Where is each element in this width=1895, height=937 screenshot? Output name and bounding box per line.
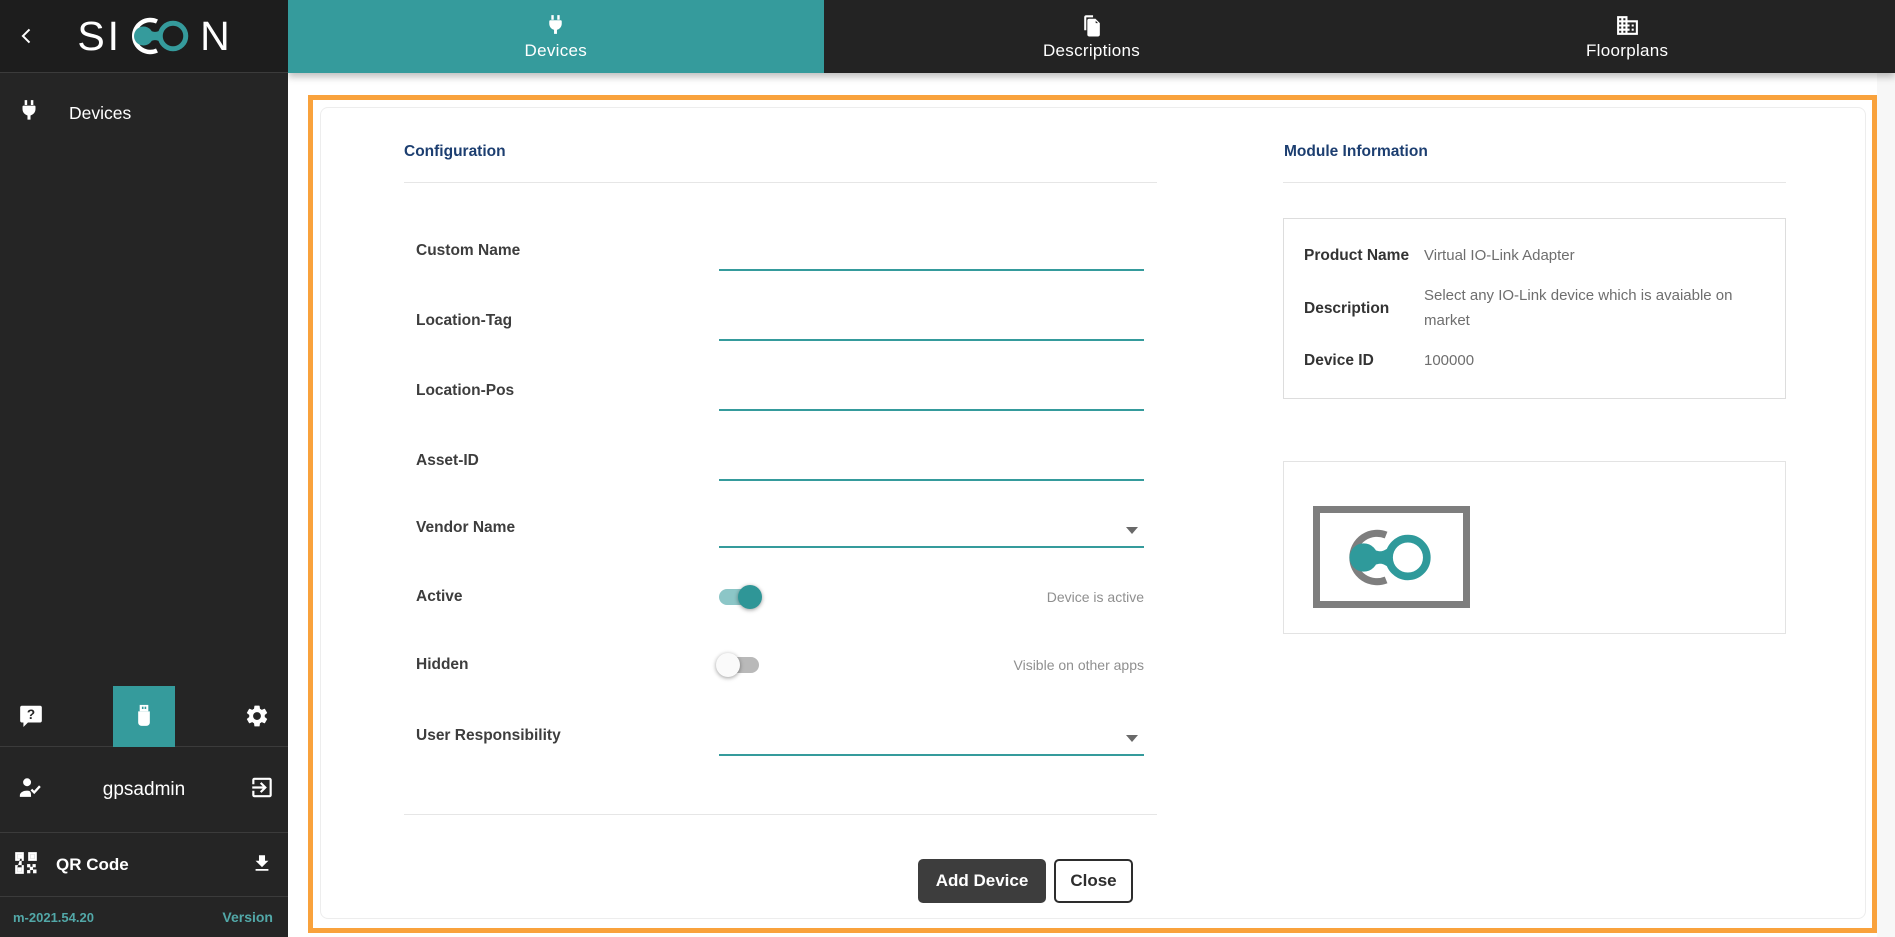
- vendor-name-value[interactable]: [719, 512, 1144, 548]
- toggle-status: Device is active: [1046, 589, 1144, 605]
- field-label: Location-Tag: [416, 312, 513, 329]
- logo-co-icon: [122, 13, 200, 59]
- plug-icon: [16, 98, 42, 129]
- tab-floorplans[interactable]: [1359, 0, 1895, 73]
- form-row-location-pos: [416, 371, 1144, 411]
- sidebar-version-row: [0, 897, 288, 937]
- user-responsibility-select[interactable]: [719, 716, 1144, 756]
- sidebar-item-label: Devices: [69, 102, 132, 123]
- version-value: m-2021.54.20: [13, 909, 94, 925]
- back-chevron-icon[interactable]: [4, 13, 50, 59]
- device-id-label: Device ID: [1304, 352, 1374, 369]
- divider: [404, 182, 1157, 183]
- location-tag-input[interactable]: [719, 305, 1144, 341]
- download-icon[interactable]: [251, 852, 273, 879]
- tab-label: Floorplans: [1585, 40, 1669, 60]
- logo-text-right: N: [200, 13, 233, 59]
- tab-descriptions[interactable]: [824, 0, 1360, 73]
- divider: [404, 814, 1157, 815]
- right-gutter: [1877, 73, 1895, 937]
- description-value: Select any IO-Link device which is avaiable on market: [1424, 287, 1733, 329]
- chevron-down-icon[interactable]: [1126, 527, 1138, 534]
- form-row-location-tag: [416, 301, 1144, 341]
- vendor-name-select[interactable]: [719, 508, 1144, 548]
- form-row-asset-id: [416, 441, 1144, 481]
- version-label: Version: [222, 909, 273, 925]
- sidebar: [0, 0, 288, 937]
- settings-button[interactable]: [226, 686, 288, 747]
- usb-stick-icon: [130, 702, 158, 730]
- sidebar-item-devices[interactable]: [0, 88, 288, 138]
- field-label: Custom Name: [416, 242, 521, 259]
- svg-text:?: ?: [26, 706, 36, 722]
- close-button[interactable]: Close: [1054, 859, 1133, 903]
- hidden-toggle[interactable]: [719, 657, 759, 673]
- plug-icon: [543, 13, 568, 38]
- tab-label: Devices: [524, 40, 588, 60]
- chevron-down-icon[interactable]: [1126, 735, 1138, 742]
- configuration-title: Configuration: [404, 143, 506, 160]
- sidebar-icon-row: [0, 686, 288, 747]
- logout-icon[interactable]: [249, 775, 275, 806]
- device-id-value: 100000: [1424, 352, 1475, 369]
- help-button[interactable]: [0, 686, 62, 747]
- gear-icon: [244, 703, 270, 729]
- active-toggle[interactable]: [719, 589, 759, 605]
- form-row-active: [416, 577, 1144, 617]
- module-image-box: [1283, 461, 1786, 634]
- field-label: Hidden: [416, 656, 469, 673]
- product-name-label: Product Name: [1304, 247, 1410, 264]
- field-label: Vendor Name: [416, 519, 516, 536]
- qr-code-label[interactable]: QR Code: [56, 855, 129, 874]
- form-row-vendor-name: [416, 508, 1144, 548]
- form-row-custom-name: [416, 231, 1144, 271]
- location-pos-input[interactable]: [719, 375, 1144, 411]
- field-label: User Responsibility: [416, 727, 561, 744]
- toggle-status: Visible on other apps: [1013, 657, 1144, 673]
- device-dialog-card: [320, 107, 1866, 919]
- tab-label: Descriptions: [1042, 40, 1141, 60]
- device-logo: [1313, 506, 1470, 608]
- document-copy-icon: [1079, 13, 1104, 38]
- form-row-hidden: [416, 645, 1144, 685]
- field-label: Asset-ID: [416, 452, 479, 469]
- qr-code-icon[interactable]: [13, 850, 39, 881]
- field-label: Active: [416, 588, 463, 605]
- sicon-logo: [50, 13, 288, 59]
- field-label: Location-Pos: [416, 382, 515, 399]
- logo-text-left: SI: [77, 13, 123, 59]
- user-responsibility-value[interactable]: [719, 720, 1144, 756]
- tab-devices[interactable]: [288, 0, 824, 73]
- building-icon: [1615, 13, 1640, 38]
- module-information-title: Module Information: [1284, 143, 1428, 160]
- usb-device-button[interactable]: [113, 686, 175, 747]
- sidebar-qr-row: [0, 834, 288, 897]
- sidebar-user-row: [0, 748, 288, 833]
- module-info-box: [1283, 218, 1786, 399]
- description-label: Description: [1304, 300, 1390, 317]
- co-logo-icon: [1333, 522, 1451, 593]
- help-icon: [18, 703, 44, 729]
- form-row-user-responsibility: [416, 716, 1144, 756]
- username: gpsadmin: [102, 779, 186, 800]
- custom-name-input[interactable]: [719, 235, 1144, 271]
- add-device-button[interactable]: Add Device: [918, 859, 1046, 903]
- sidebar-header: [0, 0, 288, 73]
- top-tab-bar: [288, 0, 1895, 73]
- divider: [1283, 182, 1786, 183]
- asset-id-input[interactable]: [719, 445, 1144, 481]
- product-name-value: Virtual IO-Link Adapter: [1424, 247, 1575, 264]
